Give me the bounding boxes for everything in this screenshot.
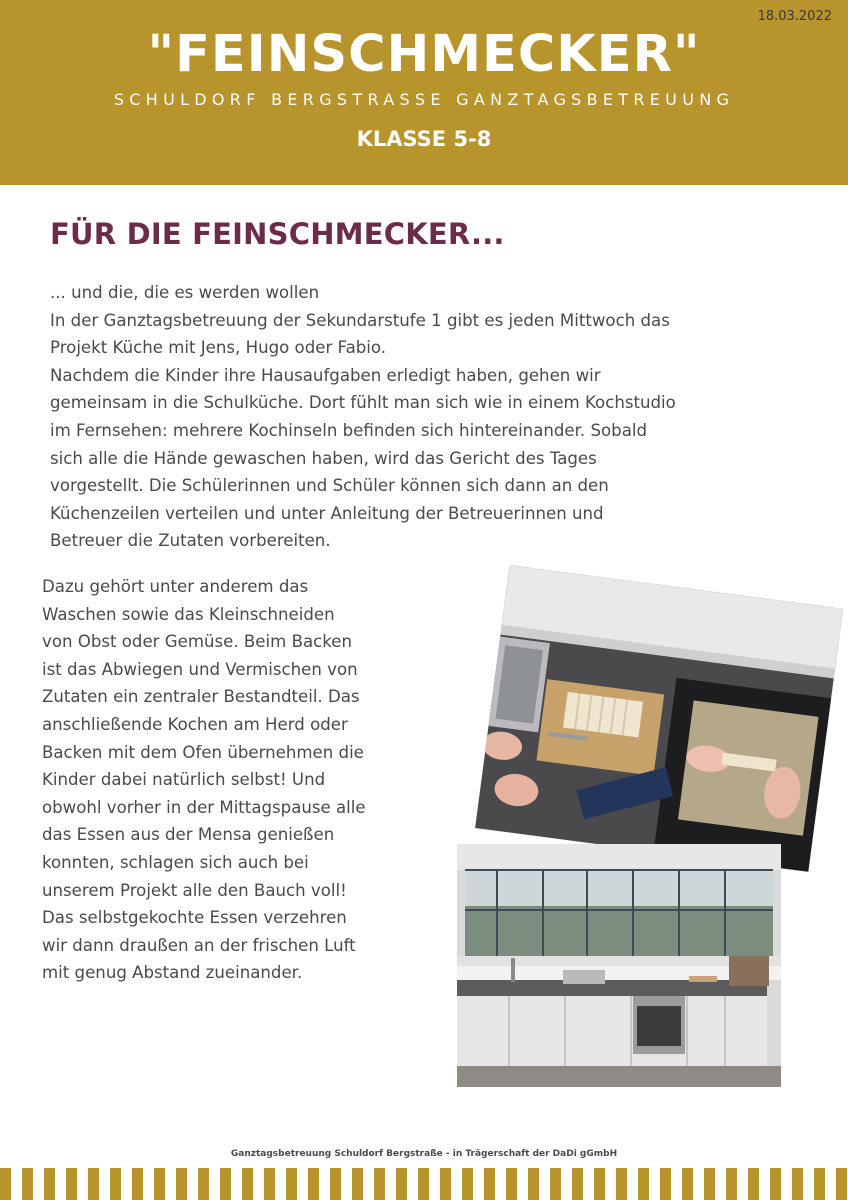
body-line: obwohl vorher in der Mittagspause alle <box>42 797 366 817</box>
intro-line: Betreuer die Zutaten vorbereiten. <box>50 531 331 551</box>
article-heading: FÜR DIE FEINSCHMECKER... <box>50 217 505 251</box>
intro-line: In der Ganztagsbetreuung der Sekundarstufe 1 gibt es jeden Mittwoch das <box>50 310 670 330</box>
intro-line: Nachdem die Kinder ihre Hausaufgaben erledigt haben, gehen wir <box>50 365 601 385</box>
intro-line: sich alle die Hände gewaschen haben, wird das Gericht des Tages <box>50 448 597 468</box>
intro-line: gemeinsam in die Schulküche. Dort fühlt man sich wie in einem Kochstudio <box>50 393 676 413</box>
footer-stripe-border <box>0 1168 848 1200</box>
intro-line: Projekt Küche mit Jens, Hugo oder Fabio. <box>50 338 387 358</box>
body-line: Backen mit dem Ofen übernehmen die <box>42 742 364 762</box>
photo-dough-preparation <box>475 565 843 872</box>
header-banner <box>0 0 848 185</box>
newsletter-title: "FEINSCHMECKER" <box>147 25 701 84</box>
body-line: von Obst oder Gemüse. Beim Backen <box>42 632 352 652</box>
body-line: Das selbstgekochte Essen verzehren <box>42 908 347 928</box>
body-line: Waschen sowie das Kleinschneiden <box>42 604 335 624</box>
body-line: Zutaten ein zentraler Bestandteil. Das <box>42 687 360 707</box>
body-line: wir dann draußen an der frischen Luft <box>42 935 356 955</box>
photo-school-kitchen <box>457 844 781 1087</box>
intro-line: ... und die, die es werden wollen <box>50 283 320 302</box>
photo-school-kitchen-image <box>457 844 781 1087</box>
body-line: Dazu gehört unter anderem das <box>42 577 309 596</box>
body-paragraph <box>42 573 366 987</box>
intro-paragraph <box>50 279 676 555</box>
issue-date: 18.03.2022 <box>757 9 832 24</box>
body-line: ist das Abwiegen und Vermischen von <box>42 659 358 679</box>
intro-line: im Fernsehen: mehrere Kochinseln befinden sich hintereinander. Sobald <box>50 420 648 440</box>
body-line: unserem Projekt alle den Bauch voll! <box>42 880 347 900</box>
body-line: Kinder dabei natürlich selbst! Und <box>42 770 326 790</box>
intro-line: vorgestellt. Die Schülerinnen und Schüler können sich dann an den <box>50 476 609 496</box>
body-line: das Essen aus der Mensa genießen <box>42 825 335 845</box>
body-line: konnten, schlagen sich auch bei <box>42 852 309 872</box>
footer-text: Ganztagsbetreuung Schuldorf Bergstraße - in Trägerschaft der DaDi gGmbH <box>230 1149 618 1159</box>
intro-line: Küchenzeilen verteilen und unter Anleitung der Betreuerinnen und <box>50 503 604 523</box>
body-line: mit genug Abstand zueinander. <box>42 963 303 983</box>
newsletter-subtitle: SCHULDORF BERGSTRASSE GANZTAGSBETREUUNG <box>113 90 735 109</box>
photo-dough-preparation-image <box>475 565 843 872</box>
body-line: anschließende Kochen am Herd oder <box>42 714 348 734</box>
class-label: KLASSE 5-8 <box>356 127 492 151</box>
